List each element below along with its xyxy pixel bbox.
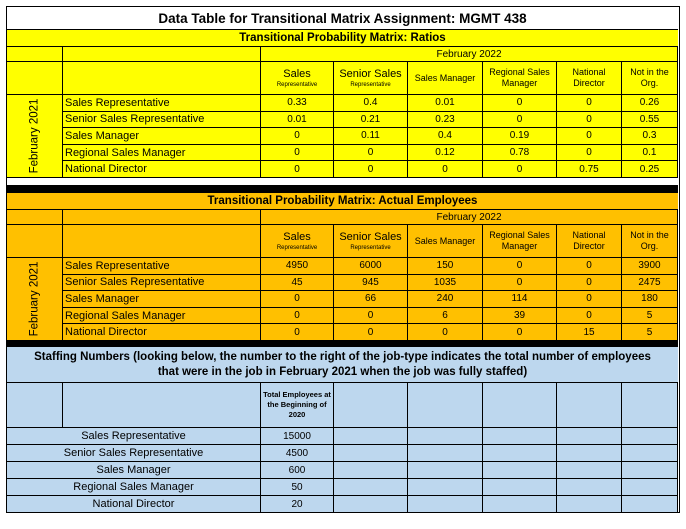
matrix-cell: 0.3	[622, 128, 678, 145]
column-header-label: Sales	[283, 68, 311, 80]
matrix-cell: 0	[557, 275, 622, 292]
matrix-cell: 0	[557, 308, 622, 325]
empty-cell	[622, 428, 678, 445]
column-header-sublabel: Representative	[276, 245, 318, 251]
matrix-cell: 0.4	[408, 128, 483, 145]
column-header	[483, 62, 557, 95]
empty-cell	[622, 383, 678, 428]
matrix-cell: 5	[622, 308, 678, 325]
row-label: Sales Representative	[63, 95, 261, 112]
matrix-cell: 0	[557, 112, 622, 129]
empty-cell	[334, 383, 408, 428]
empty-cell	[408, 445, 483, 462]
column-header	[622, 225, 678, 258]
staffing-heading: Staffing Numbers (looking below, the number to the right of the job-type indicates the total number of employees that were in the job in February 2021 when the job was fully staffed)	[7, 347, 678, 383]
matrix-cell: 0	[557, 291, 622, 308]
empty-cell	[557, 496, 622, 513]
row-label: Sales Manager	[63, 291, 261, 308]
matrix-cell: 0.19	[483, 128, 557, 145]
matrix-cell: 0.11	[334, 128, 408, 145]
staffing-value: 15000	[261, 428, 334, 445]
column-header-label: Sales Manager	[414, 72, 476, 83]
matrix-cell: 4950	[261, 258, 334, 275]
matrix-cell: 5	[622, 324, 678, 341]
matrix-cell: 1035	[408, 275, 483, 292]
column-header-label: National Director	[572, 230, 606, 251]
column-header	[557, 225, 622, 258]
matrix-cell: 6	[408, 308, 483, 325]
column-header	[261, 62, 334, 95]
empty-cell	[622, 462, 678, 479]
matrix-cell: 0	[408, 324, 483, 341]
row-period-label	[7, 95, 63, 178]
row-label: Senior Sales Representative	[63, 112, 261, 129]
empty-cell	[334, 479, 408, 496]
matrix-cell: 0	[483, 258, 557, 275]
matrix-cell: 0	[483, 275, 557, 292]
matrix-cell: 0	[261, 324, 334, 341]
matrix-cell: 0	[557, 258, 622, 275]
row-period-text: February 2021	[28, 98, 41, 174]
matrix-cell: 0	[557, 145, 622, 162]
empty-cell	[408, 462, 483, 479]
empty-cell	[483, 428, 557, 445]
staffing-value: 600	[261, 462, 334, 479]
empty-cell	[557, 479, 622, 496]
row-label: Sales Manager	[63, 128, 261, 145]
matrix-cell: 3900	[622, 258, 678, 275]
matrix-cell: 0	[408, 161, 483, 178]
staffing-row-label: Sales Manager	[7, 462, 261, 479]
column-header-label: Regional Sales Manager	[489, 230, 550, 251]
matrix-cell: 0.25	[622, 161, 678, 178]
matrix-cell: 945	[334, 275, 408, 292]
corner-cell	[7, 383, 63, 428]
empty-cell	[334, 428, 408, 445]
empty-cell	[557, 428, 622, 445]
row-label: Sales Representative	[63, 258, 261, 275]
column-header-sublabel: Representative	[350, 82, 391, 88]
corner-cell	[7, 62, 63, 95]
matrix-cell: 0	[261, 145, 334, 162]
column-header-label: National Director	[572, 67, 606, 88]
matrix-cell: 0.21	[334, 112, 408, 129]
empty-cell	[622, 496, 678, 513]
column-header-sublabel: Representative	[276, 82, 318, 88]
column-header-label: Senior Sales	[339, 231, 402, 243]
staffing-value: 20	[261, 496, 334, 513]
matrix-cell: 180	[622, 291, 678, 308]
empty-cell	[408, 479, 483, 496]
corner-cell	[63, 225, 261, 258]
corner-cell	[63, 62, 261, 95]
matrix-cell: 45	[261, 275, 334, 292]
corner-cell	[7, 47, 63, 62]
matrix-cell: 150	[408, 258, 483, 275]
matrix-cell: 6000	[334, 258, 408, 275]
empty-cell	[334, 462, 408, 479]
row-label: Regional Sales Manager	[63, 308, 261, 325]
column-header-label: Sales	[283, 231, 311, 243]
matrix-cell: 0.78	[483, 145, 557, 162]
staffing-row-label: Sales Representative	[7, 428, 261, 445]
matrix-cell: 0	[334, 324, 408, 341]
row-period-text: February 2021	[28, 261, 41, 337]
empty-cell	[483, 383, 557, 428]
row-label: National Director	[63, 324, 261, 341]
matrix-cell: 0	[483, 324, 557, 341]
empty-cell	[408, 383, 483, 428]
employees-section-title: Transitional Probability Matrix: Actual Employees	[7, 193, 678, 210]
matrix-cell: 0.75	[557, 161, 622, 178]
empty-cell	[408, 496, 483, 513]
staffing-value: 50	[261, 479, 334, 496]
column-header-label: Sales Manager	[414, 235, 476, 246]
empty-cell	[483, 445, 557, 462]
empty-cell	[408, 428, 483, 445]
column-header-label: Senior Sales	[339, 68, 402, 80]
matrix-cell: 39	[483, 308, 557, 325]
column-header	[483, 225, 557, 258]
empty-cell	[557, 383, 622, 428]
column-header-label: Not in the Org.	[630, 67, 669, 88]
page-title: Data Table for Transitional Matrix Assignment: MGMT 438	[7, 7, 678, 30]
matrix-cell: 15	[557, 324, 622, 341]
empty-cell	[557, 462, 622, 479]
matrix-cell: 66	[334, 291, 408, 308]
empty-cell	[483, 496, 557, 513]
matrix-cell: 0	[261, 161, 334, 178]
matrix-cell: 0.55	[622, 112, 678, 129]
empty-cell	[334, 496, 408, 513]
column-header	[408, 225, 483, 258]
row-label: Regional Sales Manager	[63, 145, 261, 162]
column-header	[408, 62, 483, 95]
empty-cell	[334, 445, 408, 462]
matrix-cell: 240	[408, 291, 483, 308]
empty-cell	[483, 479, 557, 496]
matrix-cell: 0	[261, 291, 334, 308]
column-header	[622, 62, 678, 95]
matrix-cell: 0.23	[408, 112, 483, 129]
column-header	[334, 225, 408, 258]
corner-cell	[7, 210, 63, 225]
staffing-row-label: Senior Sales Representative	[7, 445, 261, 462]
column-header	[334, 62, 408, 95]
corner-cell	[63, 210, 261, 225]
matrix-cell: 0	[483, 95, 557, 112]
column-header	[557, 62, 622, 95]
data-table-sheet	[6, 6, 680, 513]
empty-cell	[483, 462, 557, 479]
matrix-cell: 0.01	[408, 95, 483, 112]
staffing-column-header: Total Employees at the Beginning of 2020	[261, 383, 334, 428]
matrix-cell: 2475	[622, 275, 678, 292]
section-divider	[7, 185, 678, 193]
column-header-label: Regional Sales Manager	[489, 67, 550, 88]
period-header: February 2022	[261, 47, 678, 62]
matrix-cell: 0.01	[261, 112, 334, 129]
matrix-cell: 0.26	[622, 95, 678, 112]
matrix-cell: 0	[334, 161, 408, 178]
corner-cell	[63, 47, 261, 62]
empty-cell	[622, 445, 678, 462]
staffing-value: 4500	[261, 445, 334, 462]
matrix-cell: 0	[261, 128, 334, 145]
matrix-cell: 0	[557, 95, 622, 112]
corner-cell	[7, 225, 63, 258]
matrix-cell: 0	[483, 161, 557, 178]
matrix-cell: 0	[334, 145, 408, 162]
ratios-section-title: Transitional Probability Matrix: Ratios	[7, 30, 678, 47]
matrix-cell: 0.33	[261, 95, 334, 112]
column-header-label: Not in the Org.	[630, 230, 669, 251]
matrix-cell: 0	[483, 112, 557, 129]
row-period-label	[7, 258, 63, 341]
empty-cell	[622, 479, 678, 496]
matrix-cell: 0	[261, 308, 334, 325]
corner-cell	[63, 383, 261, 428]
matrix-cell: 0.4	[334, 95, 408, 112]
row-label: National Director	[63, 161, 261, 178]
matrix-cell: 0.1	[622, 145, 678, 162]
row-label: Senior Sales Representative	[63, 275, 261, 292]
column-header-sublabel: Representative	[350, 245, 391, 251]
period-header: February 2022	[261, 210, 678, 225]
matrix-cell: 0	[334, 308, 408, 325]
empty-cell	[557, 445, 622, 462]
matrix-cell: 0	[557, 128, 622, 145]
column-header	[261, 225, 334, 258]
staffing-row-label: Regional Sales Manager	[7, 479, 261, 496]
staffing-row-label: National Director	[7, 496, 261, 513]
matrix-cell: 114	[483, 291, 557, 308]
matrix-cell: 0.12	[408, 145, 483, 162]
